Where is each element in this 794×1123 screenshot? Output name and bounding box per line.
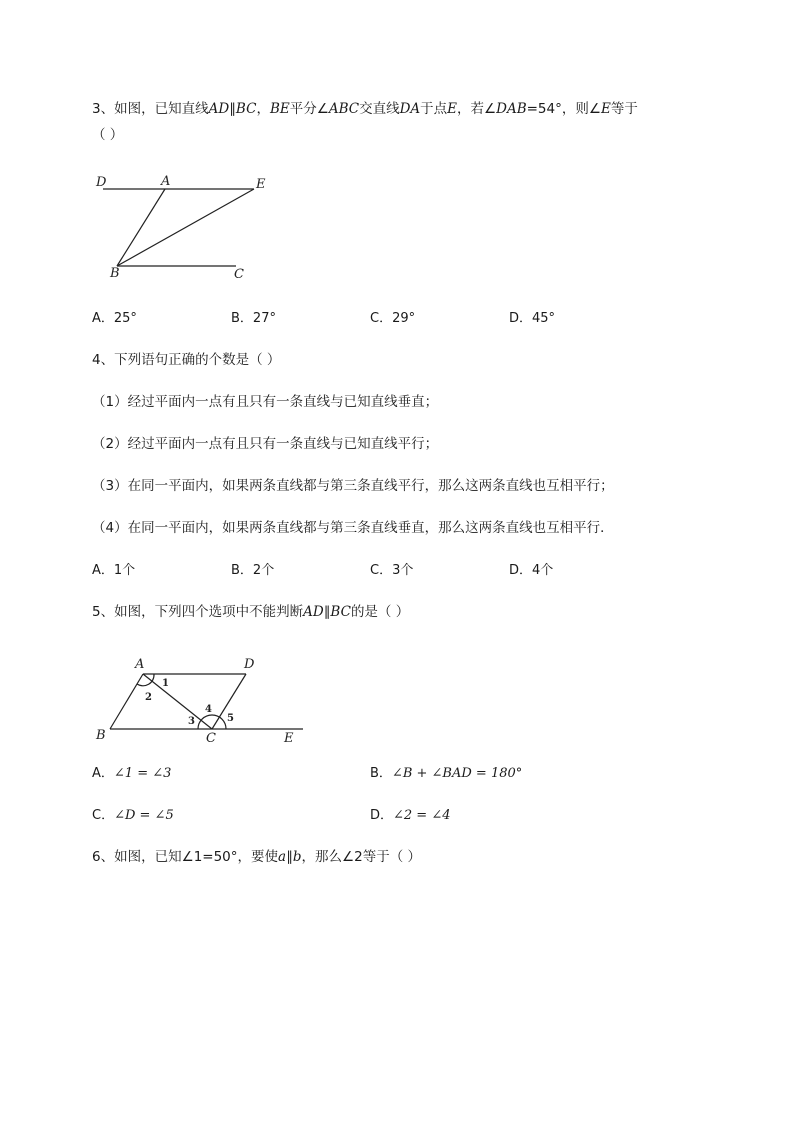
q5-option-d: D．∠2 = ∠4 bbox=[370, 808, 451, 823]
q3-option-b: B．27° bbox=[231, 311, 276, 326]
q4-option-a: A．1个 bbox=[92, 563, 136, 578]
q4-statement-4: （4）在同一平面内，如果两条直线都与第三条直线垂直，那么这两条直线也互相平行． bbox=[92, 520, 614, 536]
q3-stem: 3、如图，已知直线AD∥BC，BE平分∠ABC交直线DA于点E，若∠DAB=54°，则∠E等于 bbox=[92, 101, 638, 117]
q6-stem: 6、如图，已知∠1=50°，要使a∥b，那么∠2等于（ ） bbox=[92, 849, 421, 865]
q4-stem: 4、下列语句正确的个数是（ ） bbox=[92, 352, 281, 368]
q3-label-e: E bbox=[256, 177, 266, 192]
q5-angle-5: 5 bbox=[227, 713, 234, 724]
q5-stem: 5、如图，下列四个选项中不能判断AD∥BC的是（ ） bbox=[92, 604, 410, 620]
q5-angle-3: 3 bbox=[188, 716, 195, 727]
q4-statement-2: （2）经过平面内一点有且只有一条直线与已知直线平行； bbox=[92, 436, 439, 452]
q3-answer-blank: （ ） bbox=[92, 127, 124, 143]
q3-label-c: C bbox=[234, 267, 244, 282]
q5-line-ac bbox=[143, 674, 212, 729]
q5-angle-2: 2 bbox=[145, 692, 152, 703]
q4-option-d: D．4个 bbox=[509, 563, 554, 578]
q5-label-d: D bbox=[244, 657, 255, 672]
q5-arc-c bbox=[198, 715, 226, 729]
q4-option-b: B．2个 bbox=[231, 563, 275, 578]
q3-label-a: A bbox=[161, 174, 171, 189]
q5-label-c: C bbox=[206, 731, 216, 746]
q4-statement-1: （1）经过平面内一点有且只有一条直线与已知直线垂直； bbox=[92, 394, 439, 410]
q3-option-a: A．25° bbox=[92, 311, 137, 326]
q3-label-d: D bbox=[96, 175, 107, 190]
q5-option-c: C．∠D = ∠5 bbox=[92, 808, 174, 823]
q5-line-ab bbox=[110, 674, 143, 729]
q3-option-c: C．29° bbox=[370, 311, 416, 326]
q5-angle-1: 1 bbox=[162, 678, 169, 689]
q5-angle-4: 4 bbox=[205, 704, 212, 715]
q5-option-a: A．∠1 = ∠3 bbox=[92, 766, 172, 781]
q5-label-e: E bbox=[284, 731, 294, 746]
q4-option-c: C．3个 bbox=[370, 563, 414, 578]
q4-statement-3: （3）在同一平面内，如果两条直线都与第三条直线平行，那么这两条直线也互相平行； bbox=[92, 478, 614, 494]
q5-label-b: B bbox=[96, 728, 106, 743]
q3-label-b: B bbox=[110, 266, 120, 281]
q5-label-a: A bbox=[135, 657, 145, 672]
q3-option-d: D．45° bbox=[509, 311, 556, 326]
q5-option-b: B．∠B + ∠BAD = 180° bbox=[370, 766, 523, 781]
